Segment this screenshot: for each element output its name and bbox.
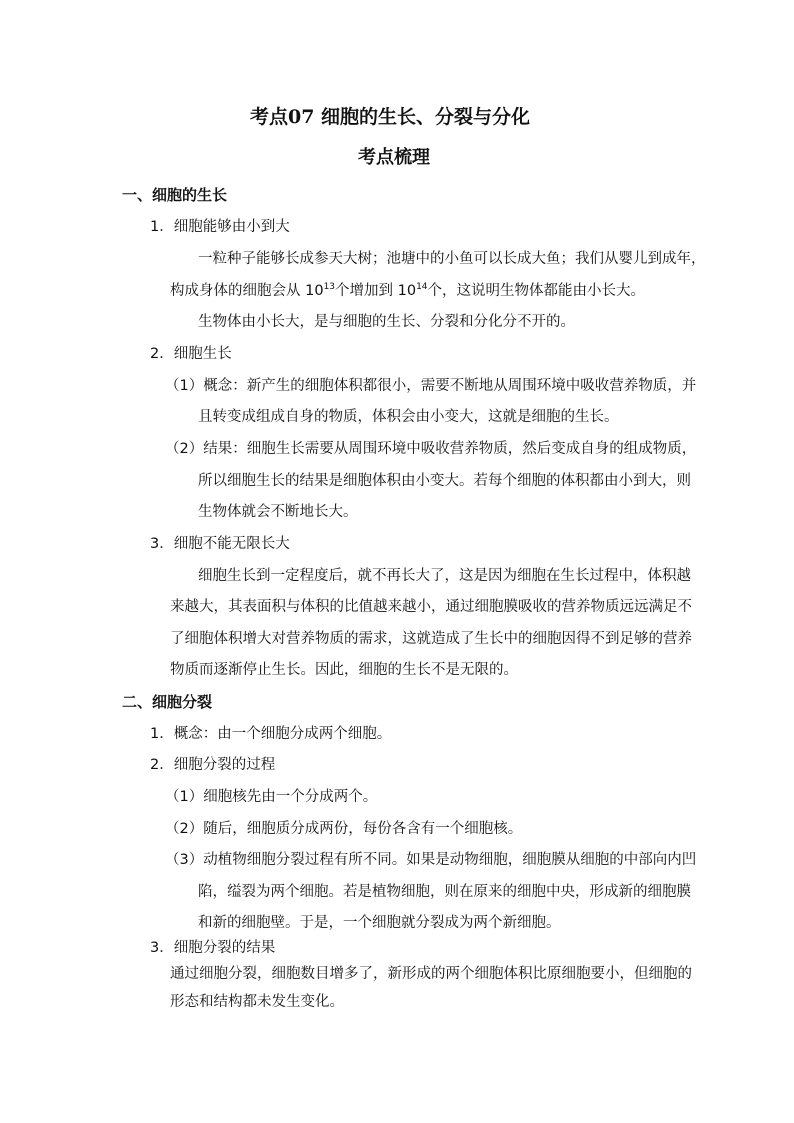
- item-label-division-result: 3．细胞分裂的结果: [150, 940, 276, 956]
- paragraph-line: （1）细胞核先由一个分成两个。: [165, 789, 378, 805]
- paragraph-line: （2）随后，细胞质分成两份，每份各含有一个细胞核。: [165, 821, 523, 837]
- paragraph-line: 细胞生长到一定程度后，就不再长大了，这是因为细胞在生长过程中，体积越: [198, 568, 691, 584]
- paragraph-line: 形态和结构都未发生变化。: [170, 994, 344, 1010]
- paragraph-line: （2）结果：细胞生长需要从周围环境中吸收营养物质，然后变成自身的组成物质，: [165, 441, 697, 457]
- paragraph-line-with-exponents: [170, 282, 645, 300]
- item-label-limited-growth: 3．细胞不能无限长大: [150, 536, 290, 552]
- paragraph-line: 且转变成组成自身的物质，体积会由小变大，这就是细胞的生长。: [198, 409, 619, 425]
- exponent: 13: [323, 282, 336, 292]
- paragraph-line: （3）动植物细胞分裂过程有所不同。如果是动物细胞，细胞膜从细胞的中部向内凹: [165, 852, 697, 868]
- item-label-cell-growth: 2．细胞生长: [150, 346, 232, 362]
- paragraph-line: 一粒种子能够长成参天大树；池塘中的小鱼可以长成大鱼；我们从婴儿到成年，: [198, 251, 706, 267]
- item-label-concept: 1．概念：由一个细胞分成两个细胞。: [150, 726, 392, 742]
- paragraph-line: 生物体由小长大，是与细胞的生长、分裂和分化分不开的。: [198, 314, 575, 330]
- text-fragment: 构成身体的细胞会从 10: [170, 283, 324, 299]
- item-label-small-to-large: 1．细胞能够由小到大: [150, 219, 290, 235]
- exponent: 14: [416, 282, 428, 292]
- page-subtitle: 考点梳理: [358, 147, 430, 168]
- section-heading-cell-growth: 一、细胞的生长: [122, 186, 228, 204]
- paragraph-line: 所以细胞生长的结果是细胞体积由小变大。若每个细胞的体积都由小到大，则: [198, 473, 691, 489]
- paragraph-line: 物质而逐渐停止生长。因此，细胞的生长不是无限的。: [170, 662, 518, 678]
- paragraph-line: （1）概念：新产生的细胞体积都很小，需要不断地从周围环境中吸收营养物质，并: [165, 378, 697, 394]
- paragraph-line: 来越大，其表面积与体积的比值越来越小，通过细胞膜吸收的营养物质远远满足不: [170, 599, 692, 615]
- item-label-division-process: 2．细胞分裂的过程: [150, 757, 276, 773]
- text-fragment: 个，这说明生物体都能由小长大。: [427, 283, 646, 299]
- page-title: 考点07 细胞的生长、分裂与分化: [250, 106, 531, 128]
- paragraph-line: 通过细胞分裂，细胞数目增多了，新形成的两个细胞体积比原细胞要小，但细胞的: [170, 966, 692, 982]
- text-fragment: 个增加到 10: [335, 283, 417, 299]
- section-heading-cell-division: 二、细胞分裂: [122, 693, 213, 711]
- paragraph-line: 了细胞体积增大对营养物质的需求，这就造成了生长中的细胞因得不到足够的营养: [170, 631, 692, 647]
- paragraph-line: 和新的细胞壁。于是，一个细胞就分裂成为两个新细胞。: [198, 915, 561, 931]
- paragraph-line: 陷，缢裂为两个细胞。若是植物细胞，则在原来的细胞中央，形成新的细胞膜: [198, 884, 691, 900]
- paragraph-line: 生物体就会不断地长大。: [198, 504, 358, 520]
